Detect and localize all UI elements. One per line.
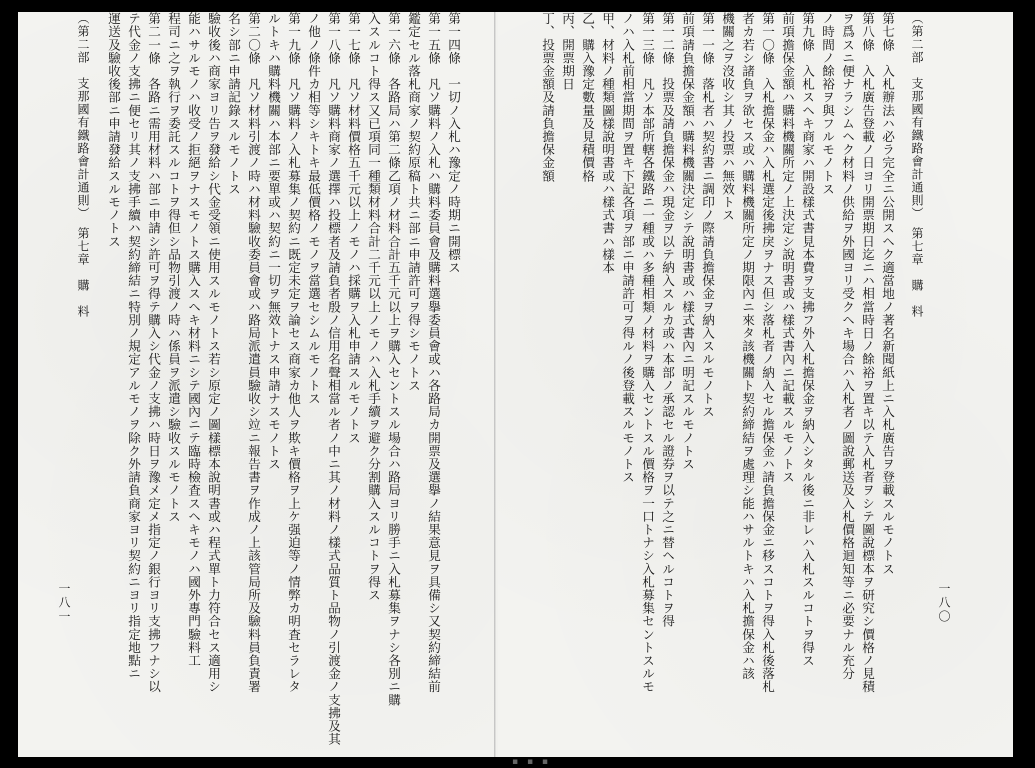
- text-column: ルトキハ購料機關ハ本部ニ要單或ハ契約ニ一切ヲ無效トナス申請ナスモノトス: [266, 12, 281, 471]
- text-column: 入スルコト得ス又已項同一種類材料合計二千元以上ノモノハ入札手續ヲ避ク分割購入スルコトヲ得ス: [366, 12, 381, 602]
- text-column: 名シ部ニ申請記錄スルモノトス: [226, 12, 241, 196]
- left-page: [18, 12, 496, 757]
- text-column: 驗收後ハ商家ヨリ告ヲ發給シ代金受領ニ使用スルモノトス若シ原定ノ圖樣標本說明書或ハ程式單ト力符合セス適用シ: [206, 12, 221, 694]
- text-column: 第一二條 投票及請負擔保金ハ現金ヲ以テ納入スルカ或ハ本部ノ承認セル證券ヲ以テ之ニ替ヘルコトヲ得: [660, 12, 675, 628]
- page-number: 一八一: [57, 582, 71, 624]
- text-column: 者カ若シ諸負ヲ欲セス或ハ購料機關所定ノ期限內ニ來タ該機關ト契約締結ヲ處理シ能ハサルトキハ入札擔保金ハ該: [740, 12, 755, 681]
- page-header: （第二部 支那國有鐵路會計通則） 第七章 購 料: [910, 12, 924, 318]
- text-column: 丙、開票期日: [560, 12, 575, 91]
- text-column: ノ他ノ條件カ相等シキトキ最低價格ノモノヲ當選セシムルモノトス: [306, 12, 321, 405]
- text-column: 機關之ヲ沒收シ其ノ投票ハ無效トス: [720, 12, 735, 222]
- text-column: 第一六條 各路局ハ第二條乙項ノ材料合計五千元以上ヲ購入セントスル場合ハ路局ヨリ勝手ニ入札募集ヲナシ各別ニ購: [386, 12, 401, 707]
- text-column: 鑑定セル落札商家ノ契約原稿ト共ニ部ニ申請許可ヲ得シモノトス: [406, 12, 421, 392]
- text-column: 前項請負擔保金額ハ購料機關決定シテ說明書或ハ樣式書內ニ明記スルモノトス: [680, 12, 695, 471]
- text-column: 第八條 入札廣告登載ノ日ヨリ開票期日迄ニハ相當時日ノ餘裕ヲ置キ以テ入札者ヲシテ圖說標本ヲ研究シ價格ノ見積: [860, 12, 875, 694]
- text-column: 第一〇條 入札擔保金ハ入札選定後拂戾ヲナス但シ落札者ノ納入セル擔保金ハ請負擔保金ニ移スコトヲ得入札後落札: [760, 12, 775, 694]
- text-column: 第一七條 凡ソ材料價格五千元以上ノモノハ採購ヲ入札申請スルモノトス: [346, 12, 361, 445]
- text-column: 第一四條 一切ノ入札ハ豫定ノ時期ニ開標ス: [446, 12, 461, 274]
- text-column: 第一八條 凡ソ購料商家ノ選擇ハ投標者及請負者殷ノ信用名聲相當ル者ノ中ニ其ノ材料ノ樣式品質ト品物ノ引渡金ノ支拂及其: [326, 12, 341, 746]
- page-header: （第二部 支那國有鐵路會計通則） 第七章 購 料: [76, 12, 90, 318]
- right-page: [498, 12, 1013, 757]
- text-column: ノハ入札前相當期間ヲ置キ下記各項ヲ部ニ申請許可ヲ得ルノ後登載スルモノトス: [620, 12, 635, 484]
- text-column: 程司ニ之ヲ執行ヲ委託スルコトヲ得但シ品物引渡ノ時ハ係員ヲ派遣シ驗收スルモノトス: [166, 12, 181, 523]
- text-column: テ代金ノ支拂ニ便セリ其ノ支拂手續ハ契約締結ニ特別ノ規定アルモノヲ除ク外請負商家ヨリ契約ニヨリ指定地點ニ: [126, 12, 141, 681]
- text-column: 第一三條 凡ソ本部所轄各鐵路ニ一種或ハ多種相類ノ材料ヲ購入セントスル價格ヲ一口トナシ入札募集セントスルモ: [640, 12, 655, 694]
- text-column: 乙、購入豫定數量及見積價格: [580, 12, 595, 183]
- text-column: 第七條 入札辦法ハ必ラ完全ニ公開スヘク適當地ノ著名新聞紙上ニ入札廣告ヲ登載スルモノトス: [880, 12, 895, 576]
- text-column: 第二一條 各路ニ需用材料ハ部ニ申請シ許可ヲ得テ購入シ代金ノ支拂ハ時日ヲ豫メ定メ指定ノ銀行ヨリ支拂フナシ以: [146, 12, 161, 694]
- text-column: 第九條 入札スヘキ商家ハ開設樣式書見本費ヲ支拂フ外入札擔保金ヲ納入シタル後ニ非レハ入札スルコトヲ得ス: [800, 12, 815, 667]
- text-column: ノ時間ノ餘裕ヲ與フルモノトス: [820, 12, 835, 196]
- text-column: 第一五條 凡ソ購料ノ入札ハ購料委員會及購料選擧委員會或ハ各路局カ開票及選擧ノ結果意見ヲ具備シ又契約締結前: [426, 12, 441, 694]
- text-column: 甲、材料ノ種類圖樣說明書或ハ樣式書ハ樣本: [600, 12, 615, 274]
- text-column: 丁、投票金額及請負擔保金額: [540, 12, 555, 183]
- text-column: 第二〇條 凡ソ材料引渡ノ時ハ材料驗收委員會或ハ路局派遣員驗收シ竝ニ報告書ヲ作成ノ上該管局所及驗料員負責署: [246, 12, 261, 694]
- page-number: 一八〇: [937, 582, 951, 624]
- text-column: 前項擔保金額ハ購料機關所定ノ上決定シ說明書或ハ樣式書內ニ記載スルモノトス: [780, 12, 795, 484]
- text-column: 運送及驗收後部ニ申請發給スルモノトス: [106, 12, 121, 248]
- text-column: ヲ爲スニ便ナラシムヘク材料ノ供給ヲ外國ヨリ受クヘキ場合ハ入札者ノ圖說郵送及入札價格迴知等ニ必要ナル充分: [840, 12, 855, 681]
- scan-mark: ▪ ▪ ▪: [512, 757, 552, 767]
- text-column: 第一九條 凡ソ購料ノ入札募集ノ契約ニ既定未定ヲ論セス商家カ他人ヲ欺キ價格ヲ上ケ强迫等ノ情弊カ明査セラレタ: [286, 12, 301, 694]
- text-column: 能ハサルモノハ收受ノ拒絕ヲナスモノトス購入スヘキ材料ニシテ國內ニテ臨時檢査スヘキモノハ國外專門驗料工: [186, 12, 201, 667]
- text-column: 第一一條 落札者ハ契約書ニ調印ノ際請負擔保金ヲ納入スルモノトス: [700, 12, 715, 419]
